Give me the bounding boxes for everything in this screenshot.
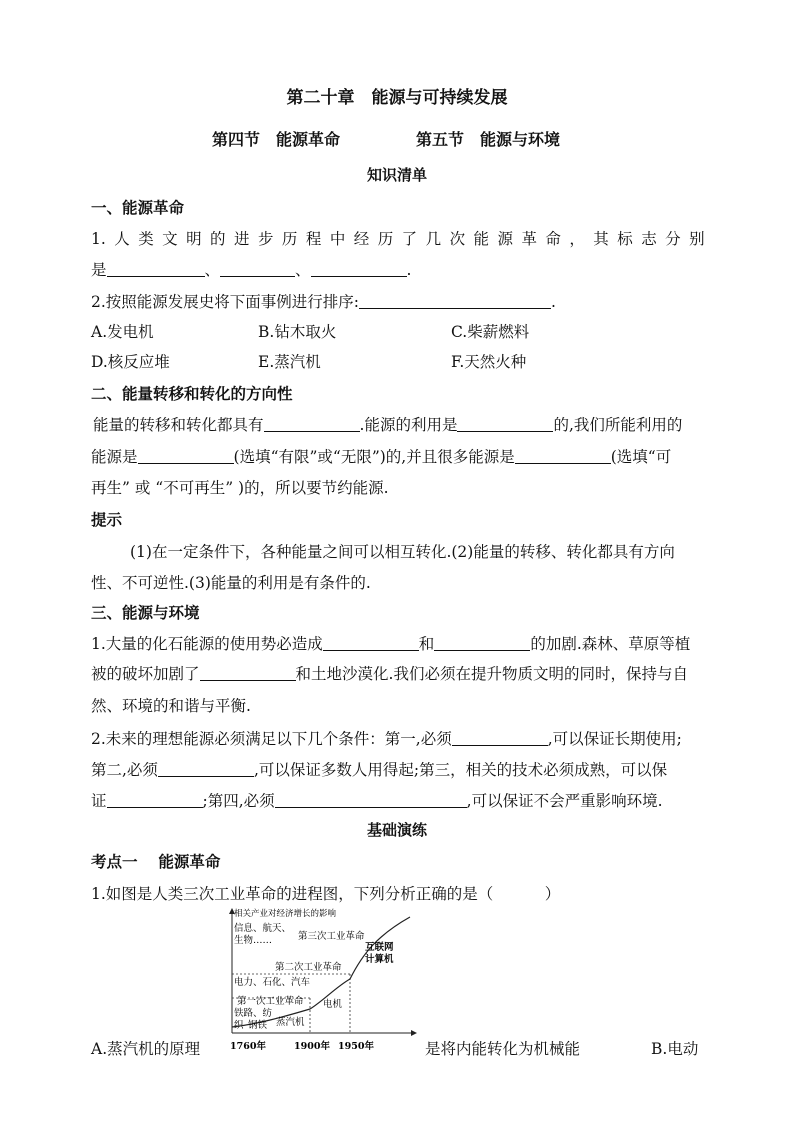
- option-b: B.钻木取火: [258, 323, 337, 341]
- figure-ylabel: 相关产业对经济增长的影响: [234, 909, 337, 919]
- question-1: 1.如图是人类三次工业革命的进程图，下列分析正确的是（ ）: [91, 885, 561, 903]
- option-b-partial: B.电动: [651, 1040, 699, 1058]
- answer-blank[interactable]: [359, 293, 551, 309]
- label-rail: 铁路、纺: [234, 1008, 273, 1019]
- knowledge-title: 知识清单: [366, 166, 427, 184]
- label-info: 信息、航天、: [234, 923, 292, 934]
- label-power: 电力、石化、汽车: [234, 977, 311, 988]
- answer-blank[interactable]: [220, 261, 295, 277]
- answer-blank[interactable]: [452, 730, 548, 746]
- section4-title: 第四节 能源革命: [212, 130, 341, 149]
- part3-p2-line3: 证 ;第四,必须 ,可以保证不会严重影响环境.: [91, 792, 663, 810]
- label-steam: 蒸汽机: [276, 1017, 305, 1028]
- answer-blank[interactable]: [323, 635, 419, 651]
- answer-blank[interactable]: [158, 761, 254, 777]
- tip-line1: (1)在一定条件下，各种能量之间可以相互转化.(2)能量的转移、转化都具有方向: [130, 543, 675, 561]
- option-a-left: A.蒸汽机的原理: [91, 1040, 201, 1058]
- answer-blank[interactable]: [107, 792, 203, 808]
- label-motor: 电机: [323, 999, 343, 1010]
- part3-p2-line2: 第二,必须 ,可以保证多数人用得起;第三，相关的技术必须成熟，可以保: [91, 761, 668, 779]
- answer-blank[interactable]: [434, 635, 530, 651]
- part1-heading: 一、能源革命: [91, 198, 185, 217]
- label-internet: 互联网: [365, 942, 394, 953]
- option-e: E.蒸汽机: [258, 353, 321, 371]
- option-f: F.天然火种: [451, 353, 527, 371]
- answer-blank[interactable]: [311, 261, 407, 277]
- part2-line3: 再生” 或 “不可再生” )的，所以要节约能源.: [91, 479, 389, 497]
- part3-p2-line1: 2.未来的理想能源必须满足以下几个条件：第一,必须 ,可以保证长期使用;: [91, 730, 682, 748]
- part3-p1-line2: 被的破坏加剧了 和土地沙漠化.我们必须在提升物质文明的同时，保持与自: [91, 665, 688, 683]
- year-label: 1760年: [230, 1041, 266, 1052]
- tip-heading: 提示: [91, 510, 123, 529]
- year-label: 1900年: [294, 1041, 330, 1052]
- option-a-right: 是将内能转化为机械能: [425, 1040, 581, 1058]
- answer-blank[interactable]: [275, 792, 467, 808]
- q1-line1: 1. 人 类 文 明 的 进 步 历 程 中 经 历 了 几 次 能 源 革 命 ， 其 标 志 分 别: [91, 230, 705, 248]
- label-second: 第二次工业革命: [275, 962, 342, 973]
- practice-title: 基础演练: [366, 821, 427, 839]
- answer-blank[interactable]: [457, 416, 553, 432]
- tip-line2: 性、不可逆性.(3)能量的利用是有条件的.: [91, 574, 371, 592]
- answer-blank[interactable]: [515, 448, 611, 464]
- label-steel: 钢铁: [248, 1020, 268, 1031]
- part2-line1: 能量的转移和转化都具有 .能源的利用是 的,我们所能利用的: [93, 416, 683, 434]
- label-third: 第三次工业革命: [298, 931, 365, 942]
- part3-p1-line3: 然、环境的和谐与平衡.: [91, 697, 251, 715]
- option-c: C.柴薪燃料: [451, 323, 530, 341]
- section5-title: 第五节 能源与环境: [416, 130, 561, 149]
- industrial-revolution-figure: [228, 905, 420, 1053]
- part3-p1-line1: 1.大量的化石能源的使用势必造成 和 的加剧.森林、草原等植: [91, 635, 691, 653]
- option-d: D.核反应堆: [91, 353, 170, 371]
- kaodian-heading: 考点一 能源革命: [91, 852, 221, 871]
- label-weave: 织: [234, 1020, 244, 1031]
- answer-blank[interactable]: [107, 261, 205, 277]
- part2-heading: 二、能量转移和转化的方向性: [91, 384, 293, 403]
- q2-line: 2.按照能源发展史将下面事例进行排序: .: [91, 293, 556, 311]
- answer-blank[interactable]: [138, 448, 234, 464]
- label-bio: 生物……: [234, 935, 273, 946]
- year-label: 1950年: [338, 1041, 374, 1052]
- label-first: 第一次工业革命: [237, 996, 304, 1007]
- part2-line2: 能源是 (选填“有限”或“无限”)的,并且很多能源是 (选填“可: [91, 448, 672, 466]
- option-a: A.发电机: [91, 323, 154, 341]
- part3-heading: 三、能源与环境: [91, 603, 200, 622]
- chapter-title: 第二十章 能源与可持续发展: [286, 88, 508, 108]
- answer-blank[interactable]: [264, 416, 360, 432]
- q1-line2: 是 、 、 .: [91, 261, 412, 279]
- label-computer: 计算机: [365, 954, 394, 965]
- answer-blank[interactable]: [200, 665, 296, 681]
